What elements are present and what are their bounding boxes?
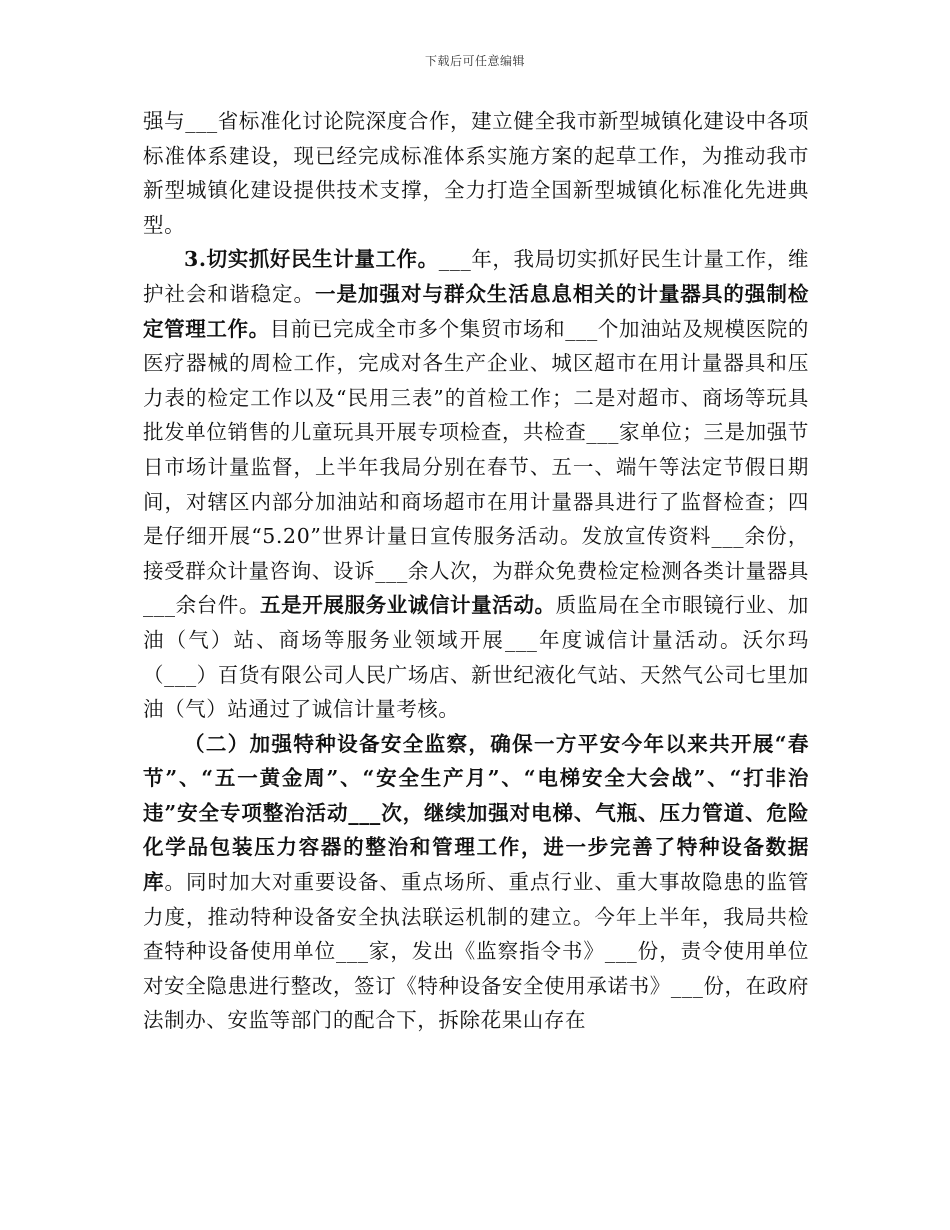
- text-run: ___年，我局切实抓好民生计量工作，维护社会和谐稳定。: [143, 247, 809, 306]
- text-run: 质监局在全市眼镜行业、加油（气）站、商场等服务业领域开展___年度诚信计量活动。沃尔玛（___）百货有限公司人民广场店、新世纪液化气站、天然气公司七里加油（气）站通过了诚信计量考核。: [143, 593, 810, 722]
- document-body: [143, 104, 809, 1038]
- bold-text-run: 五是开展服务业诚信计量活动。: [260, 593, 556, 618]
- paragraph-metrology-work: [143, 242, 809, 726]
- paragraph-standardization: [143, 104, 809, 242]
- paragraph-special-equipment: [143, 727, 809, 1038]
- bold-text-run: 3.切实抓好民生计量工作。: [184, 247, 439, 272]
- text-run: 目前已完成全市多个集贸市场和___个加油站及规模医院的医疗器械的周检工作，完成对各生产企业、城区超市在用计量器具和压力表的检定工作以及“民用三表”的首检工作；二是对超市、商场等玩具批发单位销售的儿童玩具开展专项检查，共检查___家单位；三是加强节日市场计量监督，上半年我局分别在春节、五一、端午等法定节假日期间，对辖区内部分加油站和商场超市在用计量器具进行了监督检查；四是仔细开展“5.20”世界计量日宣传服务活动。发放宣传资料___余份，接受群众计量咨询、设诉___余人次，为群众免费检定检测各类计量器具___余台件。: [143, 316, 809, 618]
- page-header: 下载后可任意编辑: [424, 54, 525, 68]
- text-run: 。同时加大对重要设备、重点场所、重点行业、重大事故隐患的监管力度，推动特种设备安全执法联运机制的建立。今年上半年，我局共检查特种设备使用单位___家，发出《监察指令书》___份，责令使用单位对安全隐患进行整改，签订《特种设备安全使用承诺书》___份，在政府法制办、安监等部门的配合下，拆除花果山存在: [143, 870, 809, 1033]
- bold-text-run: （二）加强特种设备安全监察，确保一方平安今年以来共开展“春节”、“五一黄金周”、“安全生产月”、“电梯安全大会战”、“打非治违”安全专项整治活动___次，继续加强对电梯、气瓶、压力管道、危险化学品包装压力容器的整治和管理工作，进一步完善了特种设备数据库: [143, 731, 809, 895]
- text-run: 强与___省标准化讨论院深度合作，建立健全我市新型城镇化建设中各项标准体系建设，现已经完成标准体系实施方案的起草工作，为推动我市新型城镇化建设提供技术支撑，全力打造全国新型城镇化标准化先进典型。: [143, 109, 809, 237]
- bold-text-run: 一是加强对与群众生活息息相关的计量器具的强制检定管理工作。: [143, 281, 809, 341]
